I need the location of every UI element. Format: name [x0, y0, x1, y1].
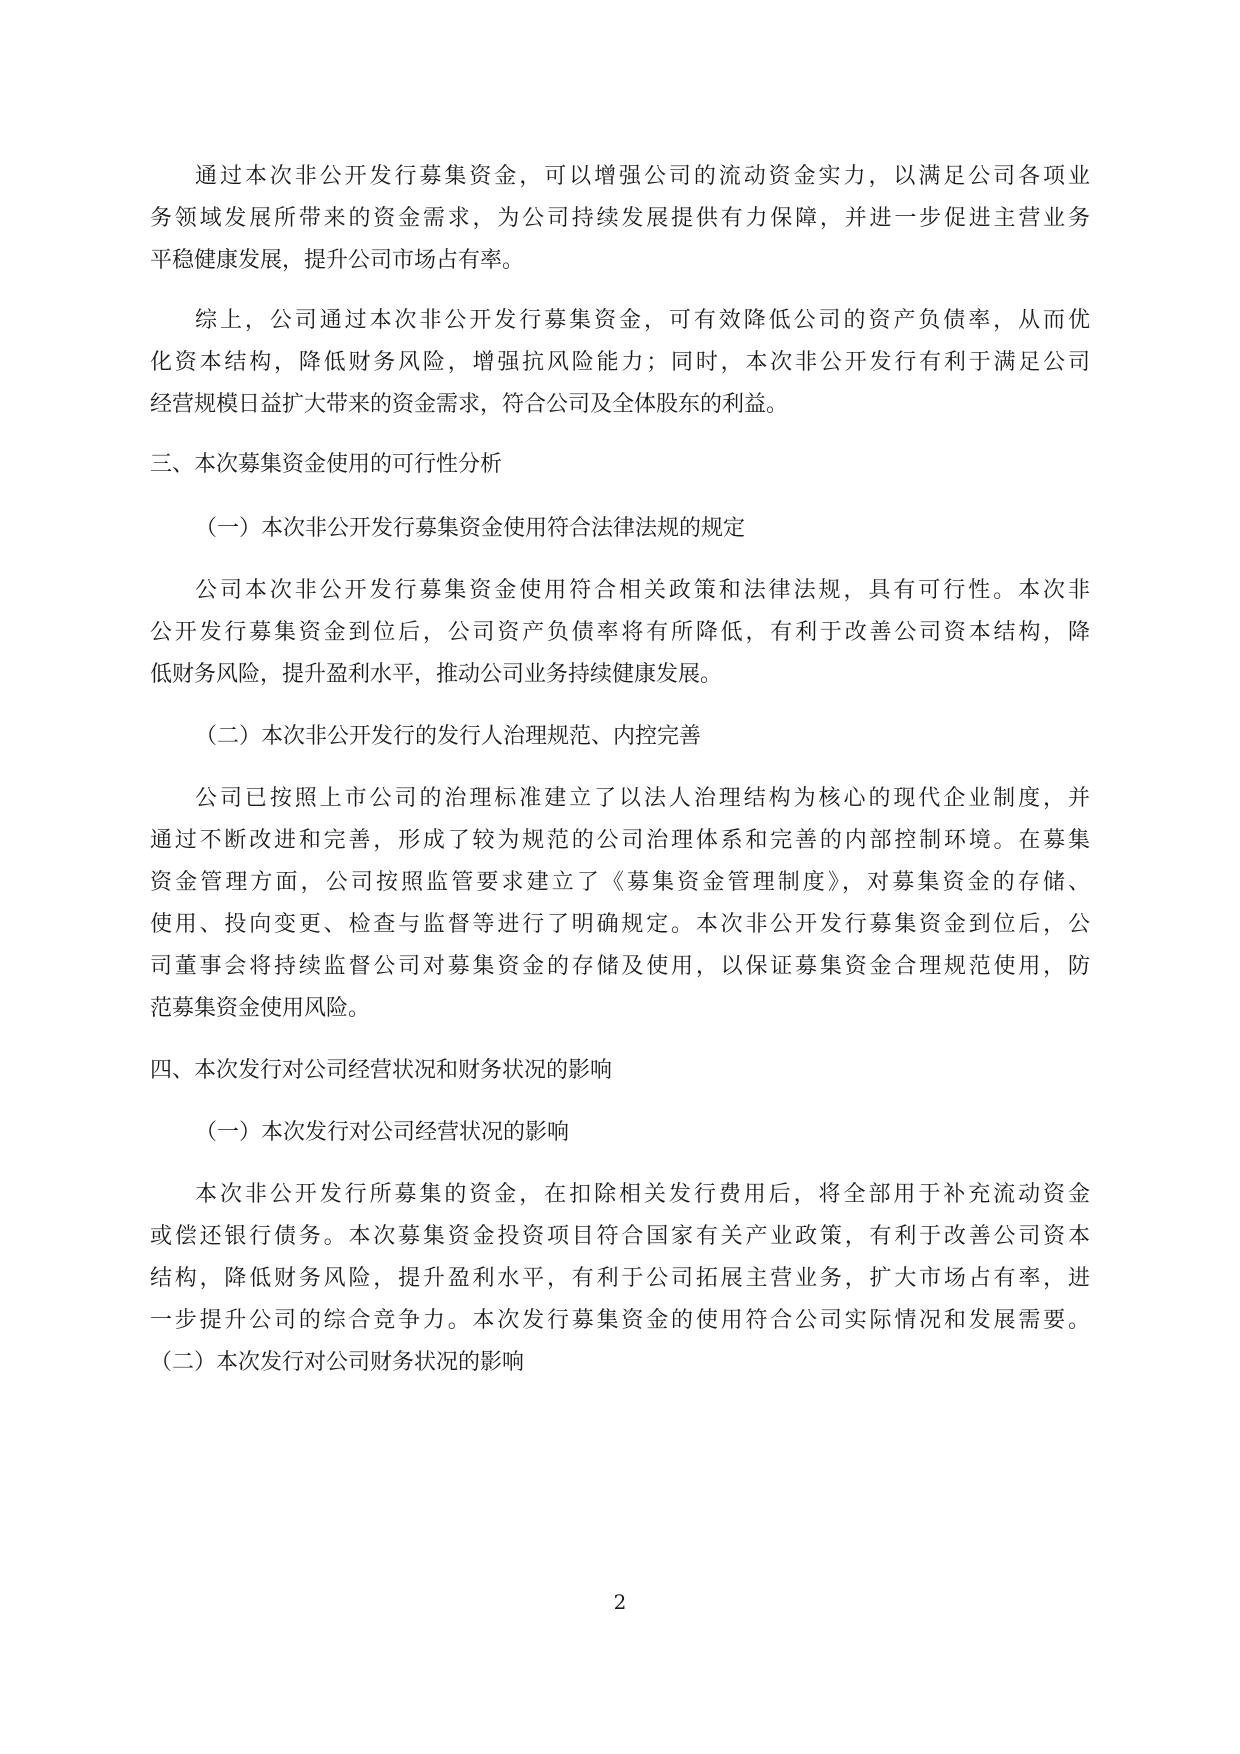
paragraph-line: 通过不断改进和完善，形成了较为规范的公司治理体系和完善的内部控制环境。在募集: [150, 828, 1090, 853]
paragraph-line: 公司已按照上市公司的治理标准建立了以法人治理结构为核心的现代企业制度，并: [195, 786, 1090, 811]
subsection-heading: （一）本次非公开发行募集资金使用符合法律法规的规定: [195, 516, 746, 541]
subsection-heading: （二）本次发行对公司财务状况的影响: [150, 1350, 525, 1375]
paragraph-line: 低财务风险，提升盈利水平，推动公司业务持续健康发展。: [150, 662, 723, 687]
paragraph-line: 资金管理方面，公司按照监管要求建立了《募集资金管理制度》，对募集资金的存储、: [150, 870, 1090, 895]
paragraph-line: 化资本结构，降低财务风险，增强抗风险能力；同时，本次非公开发行有利于满足公司: [150, 350, 1090, 375]
paragraph-line: 公开发行募集资金到位后，公司资产负债率将有所降低，有利于改善公司资本结构，降: [150, 620, 1090, 645]
paragraph-line: 务领域发展所带来的资金需求，为公司持续发展提供有力保障，并进一步促进主营业务: [150, 206, 1090, 231]
paragraph-line: 或偿还银行债务。本次募集资金投资项目符合国家有关产业政策，有利于改善公司资本: [150, 1224, 1090, 1249]
paragraph-line: 通过本次非公开发行募集资金，可以增强公司的流动资金实力，以满足公司各项业: [195, 164, 1090, 189]
paragraph-line: 综上，公司通过本次非公开发行募集资金，可有效降低公司的资产负债率，从而优: [195, 308, 1090, 333]
paragraph-line: 经营规模日益扩大带来的资金需求，符合公司及全体股东的利益。: [150, 392, 789, 417]
paragraph-line: 一步提升公司的综合竞争力。本次发行募集资金的使用符合公司实际情况和发展需要。: [150, 1308, 1090, 1333]
paragraph-line: 结构，降低财务风险，提升盈利水平，有利于公司拓展主营业务，扩大市场占有率，进: [150, 1266, 1090, 1291]
paragraph-line: 本次非公开发行所募集的资金，在扣除相关发行费用后，将全部用于补充流动资金: [195, 1182, 1090, 1207]
paragraph-line: 使用、投向变更、检查与监督等进行了明确规定。本次非公开发行募集资金到位后，公: [150, 912, 1090, 937]
section-heading: 三、本次募集资金使用的可行性分析: [150, 452, 503, 477]
paragraph-line: 平稳健康发展，提升公司市场占有率。: [150, 248, 525, 273]
subsection-heading: （一）本次发行对公司经营状况的影响: [195, 1120, 570, 1145]
section-heading: 四、本次发行对公司经营状况和财务状况的影响: [150, 1058, 613, 1083]
page-number: 2: [613, 1590, 627, 1614]
paragraph-line: 司董事会将持续监督公司对募集资金的存储及使用，以保证募集资金合理规范使用，防: [150, 954, 1090, 979]
subsection-heading: （二）本次非公开发行的发行人治理规范、内控完善: [195, 724, 702, 749]
paragraph-line: 范募集资金使用风险。: [150, 996, 371, 1021]
paragraph-line: 公司本次非公开发行募集资金使用符合相关政策和法律法规，具有可行性。本次非: [195, 578, 1090, 603]
